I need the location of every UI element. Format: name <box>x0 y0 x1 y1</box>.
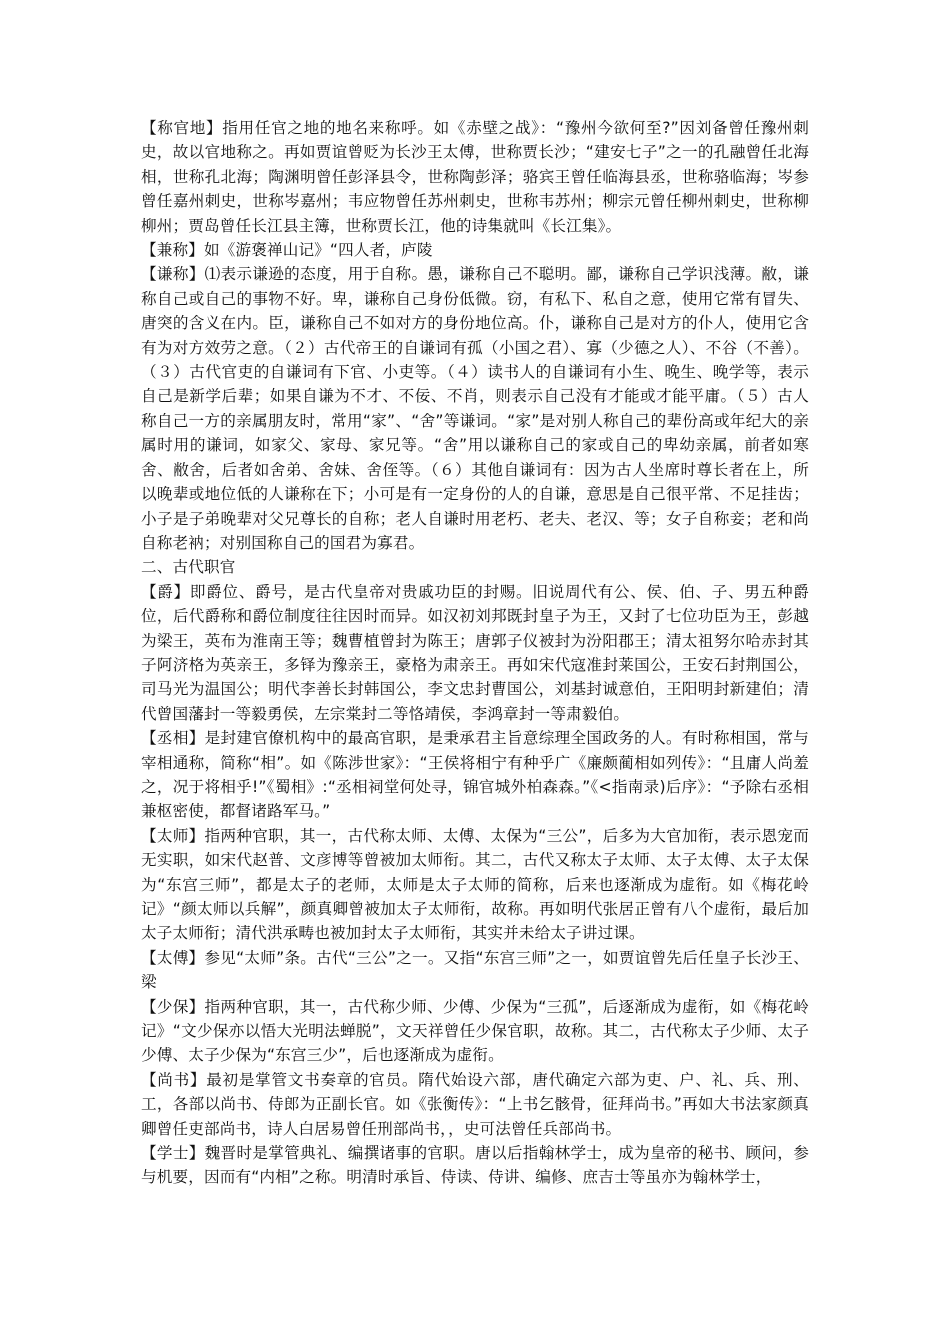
paragraph-qian-cheng: 【谦称】⑴表示谦逊的态度，用于自称。愚，谦称自己不聪明。鄙，谦称自己学识浅薄。敝，谦称自己或自己的事物不好。卑，谦称自己身份低微。窃，有私下、私自之意，使用它常有冒失、唐突的含义在内。臣，谦称自己不如对方的身份地位高。仆，谦称自己是对方的仆人，使用它含有为对方效劳之意。（２）古代帝王的自谦词有孤（小国之君）、寡（少德之人）、不谷（不善）。（３）古代官吏的自谦词有下官、小吏等。（４）读书人的自谦词有小生、晚生、晚学等，表示自己是新学后辈；如果自谦为不才、不佞、不肖，则表示自己没有才能或才能平庸。（５）古人称自己一方的亲属朋友时，常用“家”、“舍”等谦词。“家”是对别人称自己的辈份高或年纪大的亲属时用的谦词，如家父、家母、家兄等。“舍”用以谦称自己的家或自己的卑幼亲属，前者如寒舍、敝舍，后者如舍弟、舍妹、舍侄等。（６）其他自谦词有：因为古人坐席时尊长者在上，所以晚辈或地位低的人谦称在下；小可是有一定身份的人的自谦，意思是自己很平常、不足挂齿；小子是子弟晚辈对父兄尊长的自称；老人自谦时用老朽、老夫、老汉、等；女子自称妾；老和尚自称老衲；对别国称自己的国君为寡君。 <box>141 265 809 552</box>
paragraph-shang-shu: 【尚书】最初是掌管文书奏章的官员。隋代始设六部，唐代确定六部为吏、户、礼、兵、刑、工，各部以尚书、侍郎为正副长官。如《张衡传》：“上书乞骸骨，征拜尚书。”再如大书法家颜真卿曾任吏部尚书，诗人白居易曾任刑部尚书，，史可法曾任兵部尚书。 <box>141 1070 809 1138</box>
paragraph-jian-cheng: 【兼称】如《游褒禅山记》“四人者，庐陵 <box>141 241 433 260</box>
paragraph-tai-shi: 【太师】指两种官职，其一，古代称太师、太傅、太保为“三公”，后多为大官加衔，表示恩宠而无实职，如宋代赵普、文彦博等曾被加太师衔。其二，古代又称太子太师、太子太傅、太子太保为“东宫三师”，都是太子的老师，太师是太子太师的简称，后来也逐渐成为虚衔。如《梅花岭记》“颜太师以兵解”，颜真卿曾被加太子太师衔，故称。再如明代张居正曾有八个虚衔，最后加太子太师衔；清代洪承畴也被加封太子太师衔，其实并未给太子讲过课。 <box>141 826 809 943</box>
paragraph-jue: 【爵】即爵位、爵号，是古代皇帝对贵戚功臣的封赐。旧说周代有公、侯、伯、子、男五种爵位，后代爵称和爵位制度往往因时而异。如汉初刘邦既封皇子为王，又封了七位功臣为王，彭越为梁王，英布为淮南王等；魏曹植曾封为陈王；唐郭子仪被封为汾阳郡王；清太祖努尔哈赤封其子阿济格为英亲王，多铎为豫亲王，豪格为肃亲王。再如宋代寇准封莱国公，王安石封荆国公，司马光为温国公；明代李善长封韩国公，李文忠封曹国公，刘基封诚意伯，王阳明封新建伯；清代曾国藩封一等毅勇侯，左宗棠封二等恪靖侯，李鸿章封一等肃毅伯。 <box>141 582 809 723</box>
section-heading-ancient-officials: 二、古代职官 <box>141 558 236 577</box>
paragraph-shao-bao: 【少保】指两种官职，其一，古代称少师、少傅、少保为“三孤”，后逐渐成为虚衔，如《梅花岭记》“文少保亦以悟大光明法蝉脱”，文天祥曾任少保官职，故称。其二，古代称太子少师、太子少傅、太子少保为“东宫三少”，后也逐渐成为虚衔。 <box>141 997 809 1065</box>
paragraph-xue-shi: 【学士】魏晋时是掌管典礼、编撰诸事的官职。唐以后指翰林学士，成为皇帝的秘书、顾问，参与机要，因而有“内相”之称。明清时承旨、侍读、侍讲、编修、庶吉士等虽亦为翰林学士， <box>141 1144 809 1187</box>
document-page <box>141 116 809 1190</box>
paragraph-tai-fu: 【太傅】参见“太师”条。古代“三公”之一。又指“东宫三师”之一，如贾谊曾先后任皇子长沙王、梁 <box>141 948 809 992</box>
paragraph-cheng-xiang: 【丞相】是封建官僚机构中的最高官职，是秉承君主旨意综理全国政务的人。有时称相国，常与宰相通称，简称“相”。如《陈涉世家》：“王侯将相宁有种乎广《廉颇蔺相如列传》：“且庸人尚羞之，况于将相乎!”《蜀相》:“丞相祠堂何处寻，锦官城外柏森森。”《<指南录)后序》：“予除右丞相兼枢密使，都督诸路军马。” <box>141 729 809 821</box>
paragraph-cheng-guan-di: 【称官地】指用任官之地的地名来称呼。如《赤壁之战》：“豫州今欲何至?”因刘备曾任豫州刺史，故以官地称之。再如贾谊曾贬为长沙王太傅，世称贾长沙；“建安七子”之一的孔融曾任北海相，世称孔北海；陶渊明曾任彭泽县令，世称陶彭泽；骆宾王曾任临海县丞，世称骆临海；岑参曾任嘉州刺史，世称岑嘉州；韦应物曾任苏州刺史，世称韦苏州；柳宗元曾任柳州刺史，世称柳柳州；贾岛曾任长江县主簿，世称贾长江，他的诗集就叫《长江集》。 <box>141 119 809 235</box>
